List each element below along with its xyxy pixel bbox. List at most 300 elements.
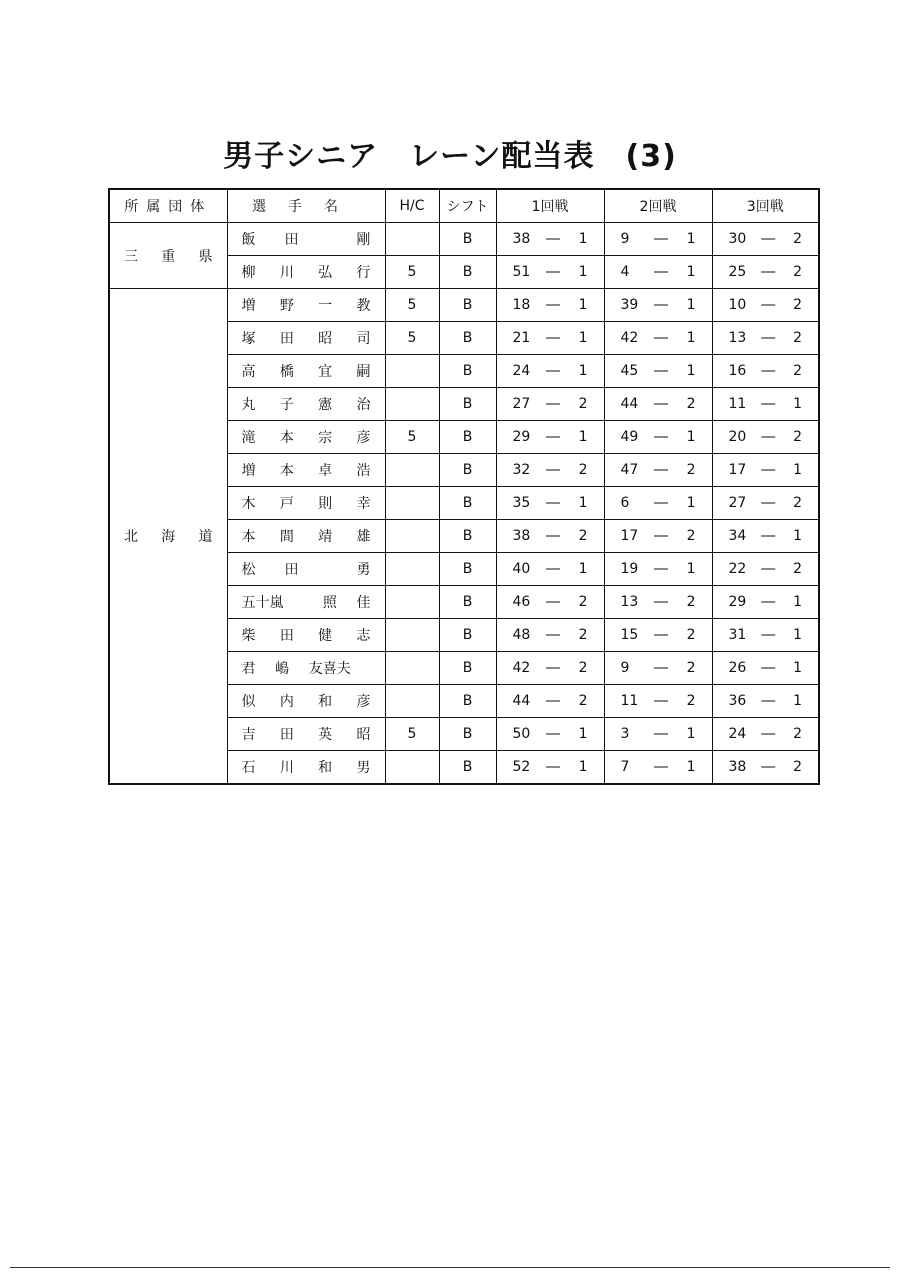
shift-cell: B: [439, 487, 496, 520]
lane-order: 1: [793, 528, 802, 544]
lane-assignment: [497, 297, 604, 313]
lane-cell-r2: [604, 652, 712, 685]
lane-assignment-table: [108, 188, 820, 785]
player-name-part: 塚: [241, 331, 256, 347]
lane-cell-r1: [496, 553, 604, 586]
lane-number: 17: [620, 528, 639, 544]
lane-order: 2: [578, 528, 588, 544]
header-round1: 1回戦: [496, 189, 604, 223]
lane-assignment: [497, 561, 604, 577]
lane-cell-r1: [496, 652, 604, 685]
player-name-cell: [227, 355, 385, 388]
player-name-part: 田: [279, 628, 294, 644]
player-name-part: 弘: [318, 265, 333, 281]
player-name-part: 志: [356, 628, 371, 644]
lane-order: 2: [686, 594, 696, 610]
player-name-part: 木: [241, 496, 256, 512]
lane-assignment: [713, 396, 819, 412]
hc-cell: 5: [385, 256, 439, 289]
lane-cell-r1: [496, 256, 604, 289]
player-name-part: 嗣: [356, 364, 371, 380]
lane-order: 1: [578, 759, 588, 775]
lane-separator: ―: [761, 693, 776, 709]
lane-order: 1: [578, 561, 588, 577]
lane-cell-r3: [712, 289, 819, 322]
lane-cell-r1: [496, 355, 604, 388]
lane-assignment: [605, 528, 712, 544]
player-name-cell: [227, 256, 385, 289]
player-name-part: 彦: [356, 694, 371, 710]
table-row: [109, 289, 819, 322]
org-char: 三: [124, 248, 138, 265]
org-char: 北: [124, 529, 138, 545]
lane-assignment: [713, 429, 819, 445]
lane-separator: ―: [546, 726, 560, 742]
lane-cell-r2: [604, 520, 712, 553]
player-name: [242, 757, 371, 777]
lane-number: 44: [620, 396, 639, 412]
lane-number: 20: [728, 429, 747, 445]
lane-order: 1: [793, 462, 802, 478]
shift-cell: B: [439, 223, 496, 256]
lane-order: 2: [793, 759, 802, 775]
player-name: [242, 493, 371, 513]
lane-separator: ―: [546, 594, 560, 610]
lane-separator: ―: [761, 660, 776, 676]
lane-separator: ―: [654, 594, 668, 610]
lane-number: 39: [620, 297, 639, 313]
lane-order: 1: [686, 264, 696, 280]
lane-assignment: [605, 660, 712, 676]
lane-cell-r1: [496, 751, 604, 785]
lane-separator: ―: [546, 396, 560, 412]
lane-cell-r1: [496, 685, 604, 718]
player-name-part: 子: [279, 397, 294, 413]
lane-number: 45: [620, 363, 639, 379]
lane-separator: ―: [546, 363, 560, 379]
player-name: [242, 691, 371, 711]
lane-assignment: [497, 231, 604, 247]
player-name: [242, 658, 371, 678]
lane-assignment: [497, 495, 604, 511]
lane-assignment: [605, 264, 712, 280]
lane-separator: ―: [761, 231, 776, 247]
lane-number: 32: [512, 462, 531, 478]
player-name: [242, 724, 371, 744]
lane-assignment: [605, 429, 712, 445]
lane-separator: ―: [546, 528, 560, 544]
lane-number: 6: [620, 495, 630, 511]
player-name-part: 似: [241, 694, 256, 710]
lane-order: 2: [686, 396, 696, 412]
lane-order: 1: [793, 693, 802, 709]
org-char: 道: [198, 529, 213, 545]
lane-number: 44: [512, 693, 531, 709]
org-char: 県: [198, 248, 213, 265]
lane-assignment: [497, 660, 604, 676]
lane-assignment: [605, 462, 712, 478]
lane-separator: ―: [654, 627, 668, 643]
lane-number: 11: [620, 693, 639, 709]
player-name-part: 宗: [318, 430, 333, 446]
lane-separator: ―: [761, 429, 776, 445]
lane-order: 2: [793, 264, 802, 280]
lane-cell-r3: [712, 421, 819, 454]
lane-order: 2: [793, 297, 802, 313]
hc-cell: [385, 454, 439, 487]
lane-assignment: [713, 528, 819, 544]
lane-order: 1: [686, 330, 696, 346]
shift-cell: B: [439, 388, 496, 421]
player-name: [242, 229, 371, 249]
shift-cell: B: [439, 685, 496, 718]
lane-separator: ―: [654, 561, 668, 577]
lane-order: 1: [686, 759, 696, 775]
lane-cell-r1: [496, 223, 604, 256]
lane-assignment: [713, 759, 819, 775]
lane-number: 31: [728, 627, 747, 643]
lane-cell-r3: [712, 619, 819, 652]
lane-separator: ―: [654, 495, 668, 511]
shift-cell: B: [439, 322, 496, 355]
player-name-part: 増: [241, 298, 256, 314]
lane-separator: ―: [546, 462, 560, 478]
shift-cell: B: [439, 520, 496, 553]
lane-separator: ―: [546, 561, 560, 577]
lane-assignment: [713, 627, 819, 643]
player-name-cell: [227, 553, 385, 586]
lane-cell-r1: [496, 289, 604, 322]
player-name-part: 卓: [318, 463, 333, 479]
lane-cell-r3: [712, 586, 819, 619]
player-name-part: 教: [356, 298, 371, 314]
lane-order: 1: [578, 429, 588, 445]
lane-order: 2: [686, 462, 696, 478]
player-name-cell: [227, 223, 385, 256]
player-name: [242, 427, 371, 447]
shift-cell: B: [439, 619, 496, 652]
shift-cell: B: [439, 586, 496, 619]
player-name-cell: [227, 718, 385, 751]
lane-assignment: [497, 396, 604, 412]
shift-cell: B: [439, 421, 496, 454]
lane-cell-r3: [712, 388, 819, 421]
header-org: 所属団体: [109, 189, 227, 223]
lane-number: 38: [512, 231, 531, 247]
hc-cell: [385, 751, 439, 785]
player-name-part: 一: [318, 298, 333, 314]
hc-cell: [385, 586, 439, 619]
player-name-part: 高: [241, 364, 256, 380]
player-name-cell: [227, 388, 385, 421]
lane-number: 38: [728, 759, 747, 775]
org-name: [110, 246, 227, 266]
player-name: [242, 526, 371, 546]
lane-number: 4: [620, 264, 630, 280]
lane-order: 2: [578, 462, 588, 478]
lane-assignment: [605, 297, 712, 313]
player-name-part: 川: [279, 760, 294, 776]
lane-separator: ―: [761, 627, 776, 643]
lane-assignment: [713, 594, 819, 610]
player-name-part: 司: [356, 331, 371, 347]
player-name-part: 嶋: [275, 661, 290, 677]
lane-order: 1: [578, 297, 588, 313]
lane-order: 1: [686, 726, 696, 742]
lane-assignment: [497, 429, 604, 445]
lane-cell-r2: [604, 355, 712, 388]
player-name-part: 憲: [318, 397, 333, 413]
lane-separator: ―: [761, 528, 776, 544]
player-name-part: 和: [318, 694, 333, 710]
lane-separator: ―: [654, 396, 668, 412]
lane-assignment: [605, 627, 712, 643]
lane-separator: ―: [546, 429, 560, 445]
lane-assignment: [605, 594, 712, 610]
org-name: [110, 526, 227, 546]
lane-cell-r3: [712, 355, 819, 388]
player-name-part: 石: [241, 760, 256, 776]
lane-cell-r2: [604, 619, 712, 652]
header-row: [109, 189, 819, 223]
player-name-part: 則: [318, 496, 333, 512]
lane-order: 1: [686, 429, 696, 445]
lane-number: 17: [728, 462, 747, 478]
lane-number: 19: [620, 561, 639, 577]
player-name-part: 飯: [241, 232, 256, 248]
player-name-part: 勇: [356, 562, 371, 578]
lane-order: 2: [793, 561, 802, 577]
lane-cell-r2: [604, 256, 712, 289]
lane-assignment: [713, 660, 819, 676]
lane-separator: ―: [761, 726, 776, 742]
lane-order: 2: [686, 528, 696, 544]
hc-cell: [385, 520, 439, 553]
lane-number: 42: [512, 660, 531, 676]
lane-number: 38: [512, 528, 531, 544]
player-name-part: 幸: [356, 496, 371, 512]
lane-cell-r1: [496, 619, 604, 652]
player-name-part: 行: [356, 265, 371, 281]
lane-assignment: [605, 363, 712, 379]
page-bottom-rule: [10, 1267, 890, 1268]
player-name-part: 内: [279, 694, 294, 710]
lane-assignment: [713, 561, 819, 577]
lane-separator: ―: [546, 660, 560, 676]
lane-separator: ―: [546, 297, 560, 313]
lane-cell-r3: [712, 487, 819, 520]
lane-order: 2: [578, 660, 588, 676]
lane-order: 2: [793, 231, 802, 247]
org-cell: [109, 223, 227, 289]
lane-number: 9: [620, 231, 630, 247]
lane-cell-r3: [712, 223, 819, 256]
lane-number: 42: [620, 330, 639, 346]
hc-cell: 5: [385, 289, 439, 322]
lane-cell-r2: [604, 751, 712, 785]
header-shift: シフト: [439, 189, 496, 223]
lane-assignment: [713, 264, 819, 280]
lane-assignment: [713, 330, 819, 346]
lane-number: 9: [620, 660, 630, 676]
lane-order: 2: [793, 495, 802, 511]
lane-assignment: [605, 330, 712, 346]
hc-cell: [385, 652, 439, 685]
lane-separator: ―: [654, 429, 668, 445]
lane-number: 24: [728, 726, 747, 742]
player-name-part: 田: [284, 232, 299, 248]
player-name-cell: [227, 454, 385, 487]
lane-assignment: [605, 726, 712, 742]
lane-assignment: [605, 396, 712, 412]
shift-cell: B: [439, 751, 496, 785]
lane-cell-r2: [604, 685, 712, 718]
player-name: [242, 361, 371, 381]
lane-number: 22: [728, 561, 747, 577]
lane-separator: ―: [654, 264, 668, 280]
hc-cell: [385, 355, 439, 388]
lane-cell-r3: [712, 718, 819, 751]
player-name-part: 治: [356, 397, 371, 413]
lane-order: 1: [578, 330, 588, 346]
shift-cell: B: [439, 256, 496, 289]
lane-cell-r2: [604, 388, 712, 421]
lane-assignment: [713, 495, 819, 511]
player-name-part: 滝: [241, 430, 256, 446]
shift-cell: B: [439, 553, 496, 586]
lane-order: 1: [793, 396, 802, 412]
lane-assignment: [605, 561, 712, 577]
player-name-part: 田: [279, 331, 294, 347]
lane-cell-r1: [496, 586, 604, 619]
lane-separator: ―: [761, 264, 776, 280]
lane-number: 18: [512, 297, 531, 313]
lane-cell-r3: [712, 256, 819, 289]
lane-order: 1: [578, 363, 588, 379]
lane-order: 1: [686, 297, 696, 313]
lane-separator: ―: [546, 330, 560, 346]
lane-separator: ―: [761, 759, 776, 775]
lane-separator: ―: [654, 231, 668, 247]
hc-cell: 5: [385, 421, 439, 454]
lane-cell-r1: [496, 421, 604, 454]
player-name: [242, 592, 371, 612]
shift-cell: B: [439, 355, 496, 388]
player-name-cell: [227, 289, 385, 322]
lane-separator: ―: [761, 594, 776, 610]
player-name-part: 本: [279, 430, 294, 446]
player-name-part: 柴: [241, 628, 256, 644]
player-name: [242, 460, 371, 480]
player-name-cell: [227, 586, 385, 619]
player-name-cell: [227, 652, 385, 685]
player-name: [242, 559, 371, 579]
lane-assignment: [497, 264, 604, 280]
lane-cell-r1: [496, 487, 604, 520]
player-name-part: 増: [241, 463, 256, 479]
player-name-part: 佳: [356, 595, 371, 611]
hc-cell: [385, 553, 439, 586]
lane-order: 1: [578, 495, 588, 511]
lane-number: 29: [512, 429, 531, 445]
lane-cell-r3: [712, 322, 819, 355]
lane-separator: ―: [546, 495, 560, 511]
lane-number: 50: [512, 726, 531, 742]
lane-number: 7: [620, 759, 630, 775]
lane-cell-r1: [496, 322, 604, 355]
player-name-part: 靖: [318, 529, 333, 545]
lane-order: 2: [578, 594, 588, 610]
lane-assignment: [497, 693, 604, 709]
player-name-part: 照: [322, 595, 337, 611]
player-name-part: 男: [356, 760, 371, 776]
lane-separator: ―: [654, 528, 668, 544]
player-name-part: 健: [318, 628, 333, 644]
shift-cell: B: [439, 454, 496, 487]
lane-assignment: [497, 594, 604, 610]
player-name-part: 友喜夫: [308, 661, 351, 677]
player-name-part: 剛: [356, 232, 371, 248]
hc-cell: [385, 619, 439, 652]
lane-number: 48: [512, 627, 531, 643]
lane-number: 30: [728, 231, 747, 247]
lane-separator: ―: [761, 462, 776, 478]
lane-separator: ―: [654, 693, 668, 709]
lane-cell-r2: [604, 454, 712, 487]
lane-assignment: [605, 693, 712, 709]
player-name-part: 戸: [279, 496, 294, 512]
header-player: 選手名: [227, 189, 385, 223]
lane-number: 21: [512, 330, 531, 346]
player-name: [242, 295, 371, 315]
lane-cell-r1: [496, 388, 604, 421]
player-name-part: 昭: [356, 727, 371, 743]
lane-order: 1: [793, 627, 802, 643]
lane-assignment: [497, 363, 604, 379]
player-name-part: 野: [279, 298, 294, 314]
lane-assignment: [605, 231, 712, 247]
lane-separator: ―: [654, 297, 668, 313]
shift-cell: B: [439, 652, 496, 685]
lane-assignment: [605, 759, 712, 775]
lane-order: 2: [793, 726, 802, 742]
lane-order: 2: [793, 363, 802, 379]
lane-assignment: [497, 330, 604, 346]
player-name-part: 田: [284, 562, 299, 578]
lane-assignment: [713, 297, 819, 313]
lane-separator: ―: [654, 660, 668, 676]
player-name-cell: [227, 520, 385, 553]
player-name-cell: [227, 322, 385, 355]
player-name-cell: [227, 685, 385, 718]
lane-number: 27: [728, 495, 747, 511]
lane-number: 46: [512, 594, 531, 610]
player-name-cell: [227, 751, 385, 785]
lane-assignment: [713, 693, 819, 709]
player-name-part: 松: [241, 562, 256, 578]
lane-order: 1: [578, 231, 588, 247]
header-hc: H/C: [385, 189, 439, 223]
lane-separator: ―: [654, 726, 668, 742]
lane-order: 1: [793, 594, 802, 610]
lane-assignment: [713, 462, 819, 478]
lane-cell-r3: [712, 652, 819, 685]
lane-separator: ―: [761, 396, 776, 412]
lane-number: 10: [728, 297, 747, 313]
lane-separator: ―: [654, 759, 668, 775]
lane-cell-r2: [604, 553, 712, 586]
lane-assignment: [713, 363, 819, 379]
